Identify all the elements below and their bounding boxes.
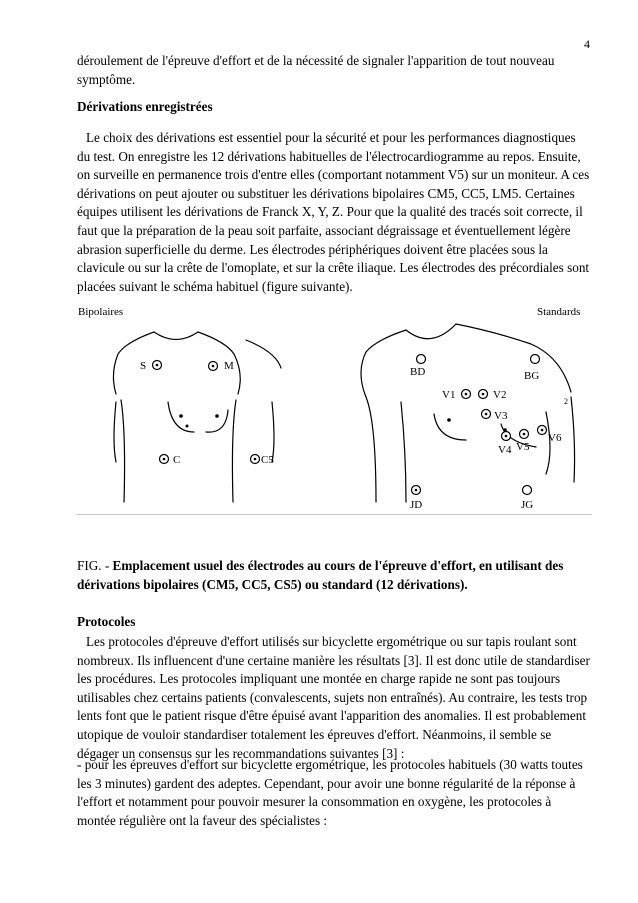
right-torso-left-arm-outer (401, 402, 406, 502)
bicycle-bullet (77, 756, 592, 830)
section-heading-protocoles (77, 613, 592, 632)
protocoles-text: Les protocoles d'épreuve d'effort utilisés sur bicyclette ergométrique ou sur tapis roulant sont nombreux. Ils influencent d'une certaine manière les résultats [3]. Il est donc utile de standardiser les procédures. Les protocoles impliquant une montée en charge rapide ne sont pas toujours utilisables chez certains patients (convalescents, sujets non entraînés). Au contraire, les tests trop lents font que le patient risque d'être épuisé avant l'apparition des anomalies. Il est probablement utopique de vouloir standardiser totalement les épreuves d'effort. Néanmoins, il semble se dégager un consensus sur les recommandations suivantes [3] : (77, 634, 590, 761)
right-torso-right-shoulder (456, 324, 571, 392)
caption-text (77, 557, 592, 594)
left-torso-left-flank (114, 402, 116, 462)
label-v6: V6 (548, 432, 562, 444)
figure-title-bipolaires: Bipolaires (78, 306, 124, 318)
figure-title-standards: Standards (537, 306, 581, 318)
left-torso-sternum-dot (186, 425, 189, 428)
left-torso-left-nipple (179, 414, 183, 418)
label-v2: V2 (493, 389, 507, 401)
label-bd: BD (410, 366, 426, 378)
right-torso-left-nipple (447, 418, 451, 422)
left-torso-neck (154, 332, 198, 340)
right-torso-left-pec (434, 414, 466, 440)
heading-derivations: Dérivations enregistrées (77, 99, 213, 114)
heading-protocoles: Protocoles (77, 614, 136, 629)
left-torso-right-flank (272, 402, 274, 462)
label-s: S (140, 360, 147, 372)
stray-mark: 2 (564, 397, 568, 406)
bullet-text: - pour les épreuves d'effort sur bicyclette ergométrique, les protocoles habituels (30 watts toutes les 3 minutes) gardent des adeptes. Cependant, pour avoir une bonne régularité de la réponse à l'effort et notamment pour pouvoir mesurer la consommation en oxygène, les protocoles à montée régulière ont la faveur des spécialistes : (77, 757, 583, 828)
left-torso-right-arm (232, 400, 236, 502)
left-torso-left-arm (121, 400, 125, 502)
right-torso-left-shoulder (361, 330, 406, 397)
intro-continuation (77, 52, 592, 89)
right-torso-right-arm (571, 397, 575, 482)
derivations-paragraph (77, 129, 592, 296)
label-v3: V3 (494, 410, 508, 422)
electrode-bd-marker (417, 355, 426, 364)
label-jd: JD (410, 499, 423, 511)
left-torso-right-edge (246, 340, 281, 368)
right-torso-neck (406, 324, 456, 339)
intro-text: déroulement de l'épreuve d'effort et de la nécessité de signaler l'apparition de tout nouveau symptôme. (77, 53, 555, 87)
label-m: M (224, 360, 234, 372)
label-v4: V4 (498, 444, 512, 456)
left-torso-right-pec (206, 410, 228, 432)
left-torso-left-shoulder (113, 332, 154, 394)
label-c: C (173, 454, 181, 466)
left-torso-right-shoulder (198, 332, 240, 394)
label-v1: V1 (442, 389, 456, 401)
section-heading-derivations (77, 98, 592, 117)
protocoles-paragraph (77, 633, 592, 763)
derivations-text: Le choix des dérivations est essentiel pour la sécurité et pour les performances diagnostiques du test. On enregistre les 12 dérivations habituelles de l'électrocardiogramme au repos. Ensuite, on surveille en permanence trois d'entre elles (comportant notamment V5) sur un moniteur. A ces dérivations on peut ajouter ou substituer les dérivations bipolaires CM5, CC5, LM5. Certaines équipes utilisent les dérivations de Franck X, Y, Z. Pour que la qualité des tracés soit correcte, il faut que la préparation de la peau soit parfaite, associant dégraissage et éventuellement légère abrasion superficielle du derme. Les électrodes périphériques doivent être placées sous la clavicule ou sur la crête de l'omoplate, et sur la crête iliaque. Les électrodes des précordiales sont placées suivant le schéma habituel (figure suivante). (77, 130, 590, 294)
figure-divider (76, 514, 592, 515)
electrode-bg-marker (531, 355, 540, 364)
electrode-diagram (76, 302, 592, 514)
label-v5: V5 (516, 441, 530, 453)
figure-caption (77, 557, 592, 594)
electrode-placement-figure (76, 302, 592, 514)
electrode-jg-marker (523, 486, 532, 495)
page-number: 4 (584, 37, 590, 51)
right-torso-left-arm (366, 397, 376, 502)
caption-prefix: FIG. - (77, 558, 110, 573)
label-jg: JG (521, 499, 534, 511)
caption-body: Emplacement usuel des électrodes au cours de l'épreuve d'effort, en utilisant des dérivations bipolaires (CM5, CC5, CS5) ou standard (12 dérivations). (77, 558, 564, 592)
label-bg: BG (524, 370, 540, 382)
left-torso-right-nipple (215, 414, 219, 418)
label-c5: C5 (261, 454, 274, 466)
